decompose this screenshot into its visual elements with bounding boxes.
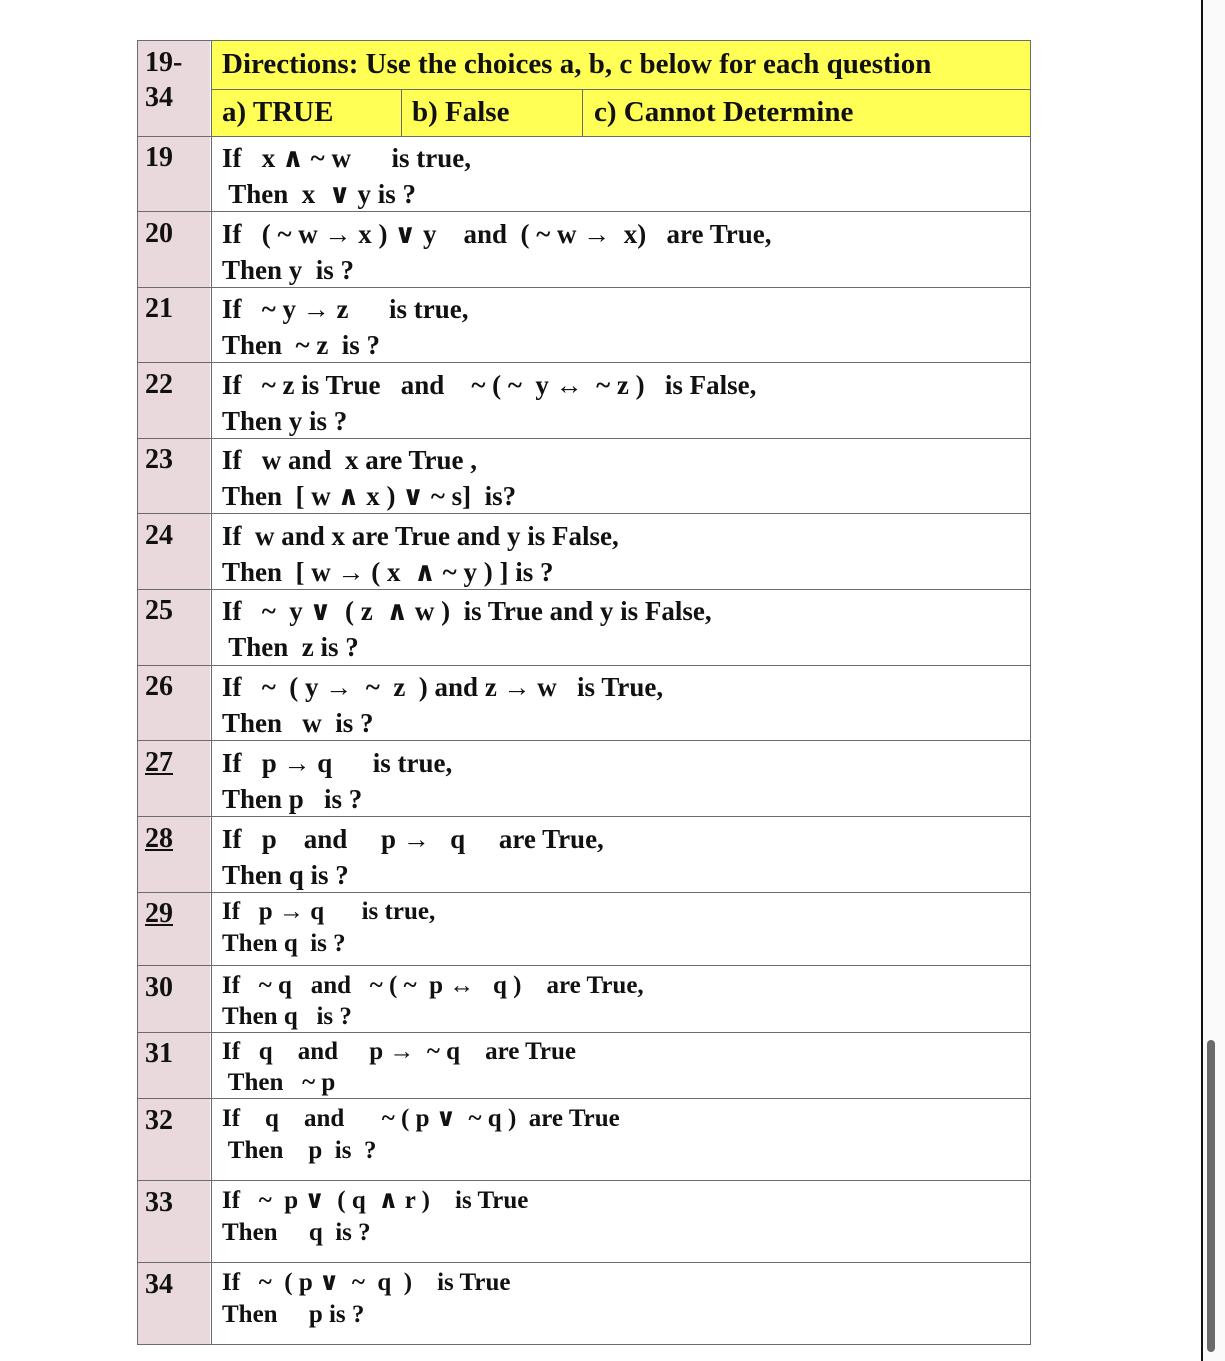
question-prompt: Then w is ?	[222, 708, 374, 738]
range-label-top: 19-	[145, 47, 183, 78]
question-condition: If p and p → q are True,	[222, 824, 604, 854]
question-number: 31	[145, 1038, 173, 1069]
question-number: 19	[145, 142, 173, 173]
row-divider	[137, 665, 1031, 666]
question-prompt: Then q is ?	[222, 1003, 352, 1030]
choice-divider	[401, 89, 402, 136]
question-number: 32	[145, 1105, 173, 1136]
row-divider	[137, 1262, 1031, 1263]
choice-b: b) False	[412, 96, 510, 128]
question-number: 27	[145, 747, 173, 778]
question-condition: If q and p → ~ q are True	[222, 1038, 577, 1065]
column-divider	[211, 40, 212, 1345]
table-border-left	[137, 40, 138, 1345]
question-number: 34	[145, 1269, 173, 1300]
table-border-top	[137, 40, 1031, 41]
window-edge	[1201, 0, 1203, 1361]
question-number: 29	[145, 898, 173, 929]
choice-c: c) Cannot Determine	[594, 96, 854, 128]
question-number: 33	[145, 1187, 173, 1218]
question-number: 25	[145, 595, 173, 626]
question-prompt: Then z is ?	[222, 632, 359, 662]
row-divider	[137, 1180, 1031, 1181]
range-label-bottom: 34	[145, 82, 173, 113]
question-prompt: Then x ∨ y is ?	[222, 179, 416, 209]
question-condition: If ~ ( y → ~ z ) and z → w is True,	[222, 672, 664, 702]
question-number: 21	[145, 293, 173, 324]
question-number: 30	[145, 972, 173, 1003]
question-prompt: Then q is ?	[222, 1219, 371, 1246]
scrollbar-thumb[interactable]	[1207, 1040, 1215, 1352]
question-prompt: Then p is ?	[222, 1301, 365, 1328]
question-condition: If ~ y → z is true,	[222, 294, 469, 324]
choice-a: a) TRUE	[222, 96, 334, 128]
question-condition: If w and x are True ,	[222, 445, 478, 475]
question-condition: If p → q is true,	[222, 898, 436, 925]
question-number: 26	[145, 671, 173, 702]
question-number: 20	[145, 218, 173, 249]
question-condition: If ~ z is True and ~ ( ~ y ↔ ~ z ) is False,	[222, 370, 757, 400]
question-prompt: Then [ w ∧ x ) ∨ ~ s] is?	[222, 481, 517, 511]
row-divider	[137, 1032, 1031, 1033]
question-prompt: Then y is ?	[222, 255, 355, 285]
choice-divider	[582, 89, 583, 136]
question-prompt: Then ~ p	[222, 1069, 336, 1096]
table-border-right	[1030, 40, 1031, 1345]
question-prompt: Then [ w → ( x ∧ ~ y ) ] is ?	[222, 557, 554, 587]
row-divider	[137, 136, 1031, 137]
question-condition: If w and x are True and y is False,	[222, 521, 619, 551]
question-prompt: Then p is ?	[222, 784, 363, 814]
question-prompt: Then p is ?	[222, 1137, 377, 1164]
question-prompt: Then q is ?	[222, 930, 346, 957]
question-prompt: Then y is ?	[222, 406, 348, 436]
row-divider	[137, 1098, 1031, 1099]
question-number: 24	[145, 520, 173, 551]
table-border-bottom	[137, 1344, 1031, 1345]
question-condition: If p → q is true,	[222, 748, 453, 778]
question-condition: If ~ q and ~ ( ~ p ↔ q ) are True,	[222, 972, 644, 999]
directions-text: Directions: Use the choices a, b, c below for each question	[222, 48, 932, 80]
row-divider	[137, 965, 1031, 966]
question-number: 23	[145, 444, 173, 475]
question-number: 22	[145, 369, 173, 400]
question-condition: If ~ y ∨ ( z ∧ w ) is True and y is False,	[222, 596, 712, 626]
question-condition: If q and ~ ( p ∨ ~ q ) are True	[222, 1105, 620, 1132]
question-number: 28	[145, 823, 173, 854]
question-prompt: Then ~ z is ?	[222, 330, 381, 360]
question-condition: If ~ ( p ∨ ~ q ) is True	[222, 1269, 511, 1296]
question-condition: If ( ~ w → x ) ∨ y and ( ~ w → x) are True,	[222, 219, 772, 249]
header-divider	[211, 89, 1031, 90]
question-condition: If x ∧ ~ w is true,	[222, 143, 471, 173]
question-condition: If ~ p ∨ ( q ∧ r ) is True	[222, 1187, 529, 1214]
question-prompt: Then q is ?	[222, 860, 349, 890]
